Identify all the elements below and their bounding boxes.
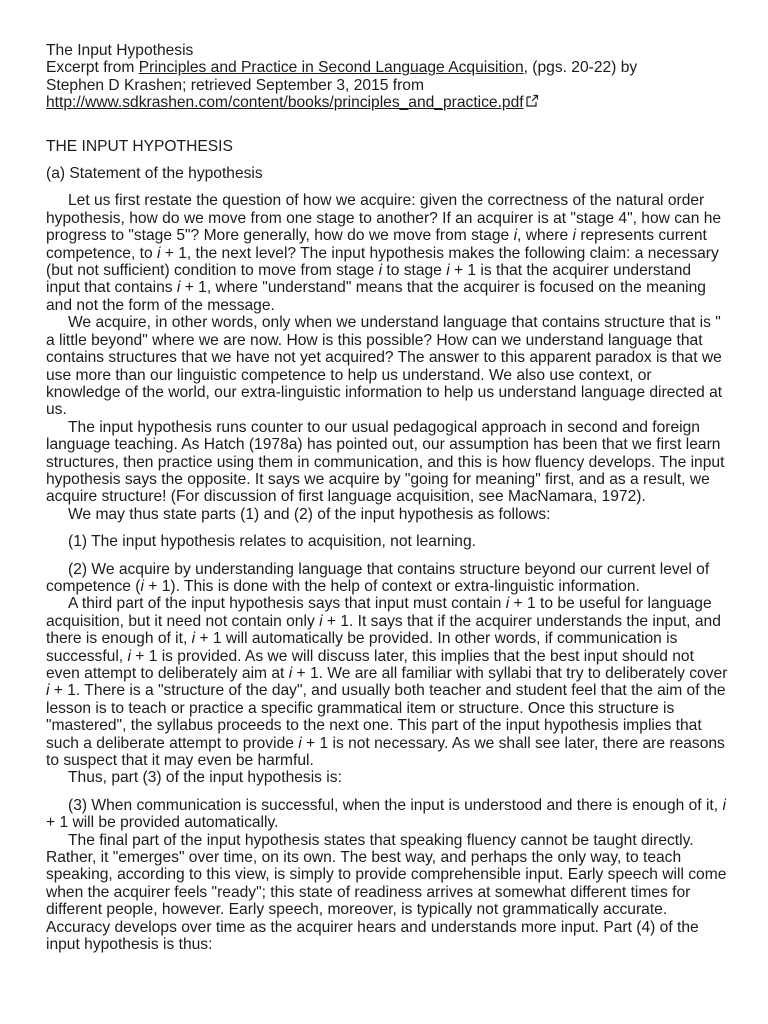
excerpt-suffix: , (pgs. 20-22) by <box>523 59 638 77</box>
external-link-icon[interactable] <box>525 94 539 108</box>
paragraph-2: We acquire, in other words, only when we understand language that contains structure that is " a little beyond" where we are now. How is this possible? How can we understand language that contains structures that we have not yet acquired? The answer to this apparent paradox is that we use more than our linguistic competence to help us understand. We also use context, or knowledge of the world, our extra-linguistic information to help us understand language directed at us. <box>46 314 723 419</box>
paragraph-3: The input hypothesis runs counter to our usual pedagogical approach in second and foreign language teaching. As Hatch (1978a) has pointed out, our assumption has been that we first learn structures, then practice using them in communication, and this is how fluency develops. The input hypothesis says the opposite. It says we acquire by "going for meaning" first, and as a result, we acquire structure! (For discussion of first language acquisition, see MacNamara, 1972). <box>46 418 725 506</box>
hypothesis-part-1: (1) The input hypothesis relates to acquisition, not learning. <box>68 533 476 551</box>
citation-line <box>46 59 728 76</box>
section-subheading: (a) Statement of the hypothesis <box>46 165 263 183</box>
paragraph-6: Thus, part (3) of the input hypothesis is: <box>68 769 342 787</box>
book-title-link[interactable]: Principles and Practice in Second Language Acquisition <box>138 59 524 77</box>
author-line: Stephen D Krashen; retrieved September 3, 2015 from <box>46 76 424 94</box>
source-url-line <box>46 94 728 111</box>
section-heading: THE INPUT HYPOTHESIS <box>46 137 233 155</box>
hypothesis-part-3: (3) When communication is successful, when the input is understood and there is enough of it, i + 1 will be provided automatically. <box>46 796 726 832</box>
excerpt-prefix: Excerpt from <box>46 59 139 77</box>
paragraph-7: The final part of the input hypothesis states that speaking fluency cannot be taught directly. Rather, it "emerges" over time, on its own. The best way, and perhaps the only way, to teach speaking, according to this view, is simply to provide comprehensible input. Early speech will come when the acquirer feels "ready"; this state of readiness arrives at somewhat different times for different people, however. Early speech, moreover, is typically not grammatically accurate. Accuracy develops over time as the acquirer hears and understands more input. Part (4) of the input hypothesis is thus: <box>46 831 727 954</box>
paragraph-4: We may thus state parts (1) and (2) of the input hypothesis as follows: <box>68 505 551 523</box>
paragraph-5: A third part of the input hypothesis says that input must contain i + 1 to be useful for language acquisition, but it need not contain only i + 1. It says that if the acquirer understands the input, and there is enough of it, i + 1 will automatically be provided. In other words, if communication is successful, i + 1 is provided. As we will discuss later, this implies that the best input should not even attempt to deliberately aim at i + 1. We are all familiar with syllabi that try to deliberately cover i + 1. There is a "structure of the day", and usually both teacher and student feel that the aim of the lesson is to teach or practice a specific grammatical item or structure. Once this structure is "mastered", the syllabus proceeds to the next one. This part of the input hypothesis implies that such a deliberate attempt to provide i + 1 is not necessary. As we shall see later, there are reasons to suspect that it may even be harmful. <box>46 595 728 770</box>
doc-title: The Input Hypothesis <box>46 42 194 59</box>
paragraph-1: Let us first restate the question of how we acquire: given the correctness of the natural order hypothesis, how do we move from one stage to another? If an acquirer is at "stage 4", how can he progress to "stage 5"? More generally, how do we move from stage i, where i represents current competence, to i + 1, the next level? The input hypothesis makes the following claim: a necessary (but not sufficient) condition to move from stage i to stage i + 1 is that the acquirer understand input that contains i + 1, where "understand" means that the acquirer is focused on the meaning and not the form of the message. <box>46 192 722 314</box>
source-url-link[interactable]: http://www.sdkrashen.com/content/books/principles_and_practice.pdf <box>46 94 524 112</box>
hypothesis-part-2: (2) We acquire by understanding language that contains structure beyond our current level of competence (i + 1). This is done with the help of context or extra-linguistic information. <box>46 560 710 595</box>
